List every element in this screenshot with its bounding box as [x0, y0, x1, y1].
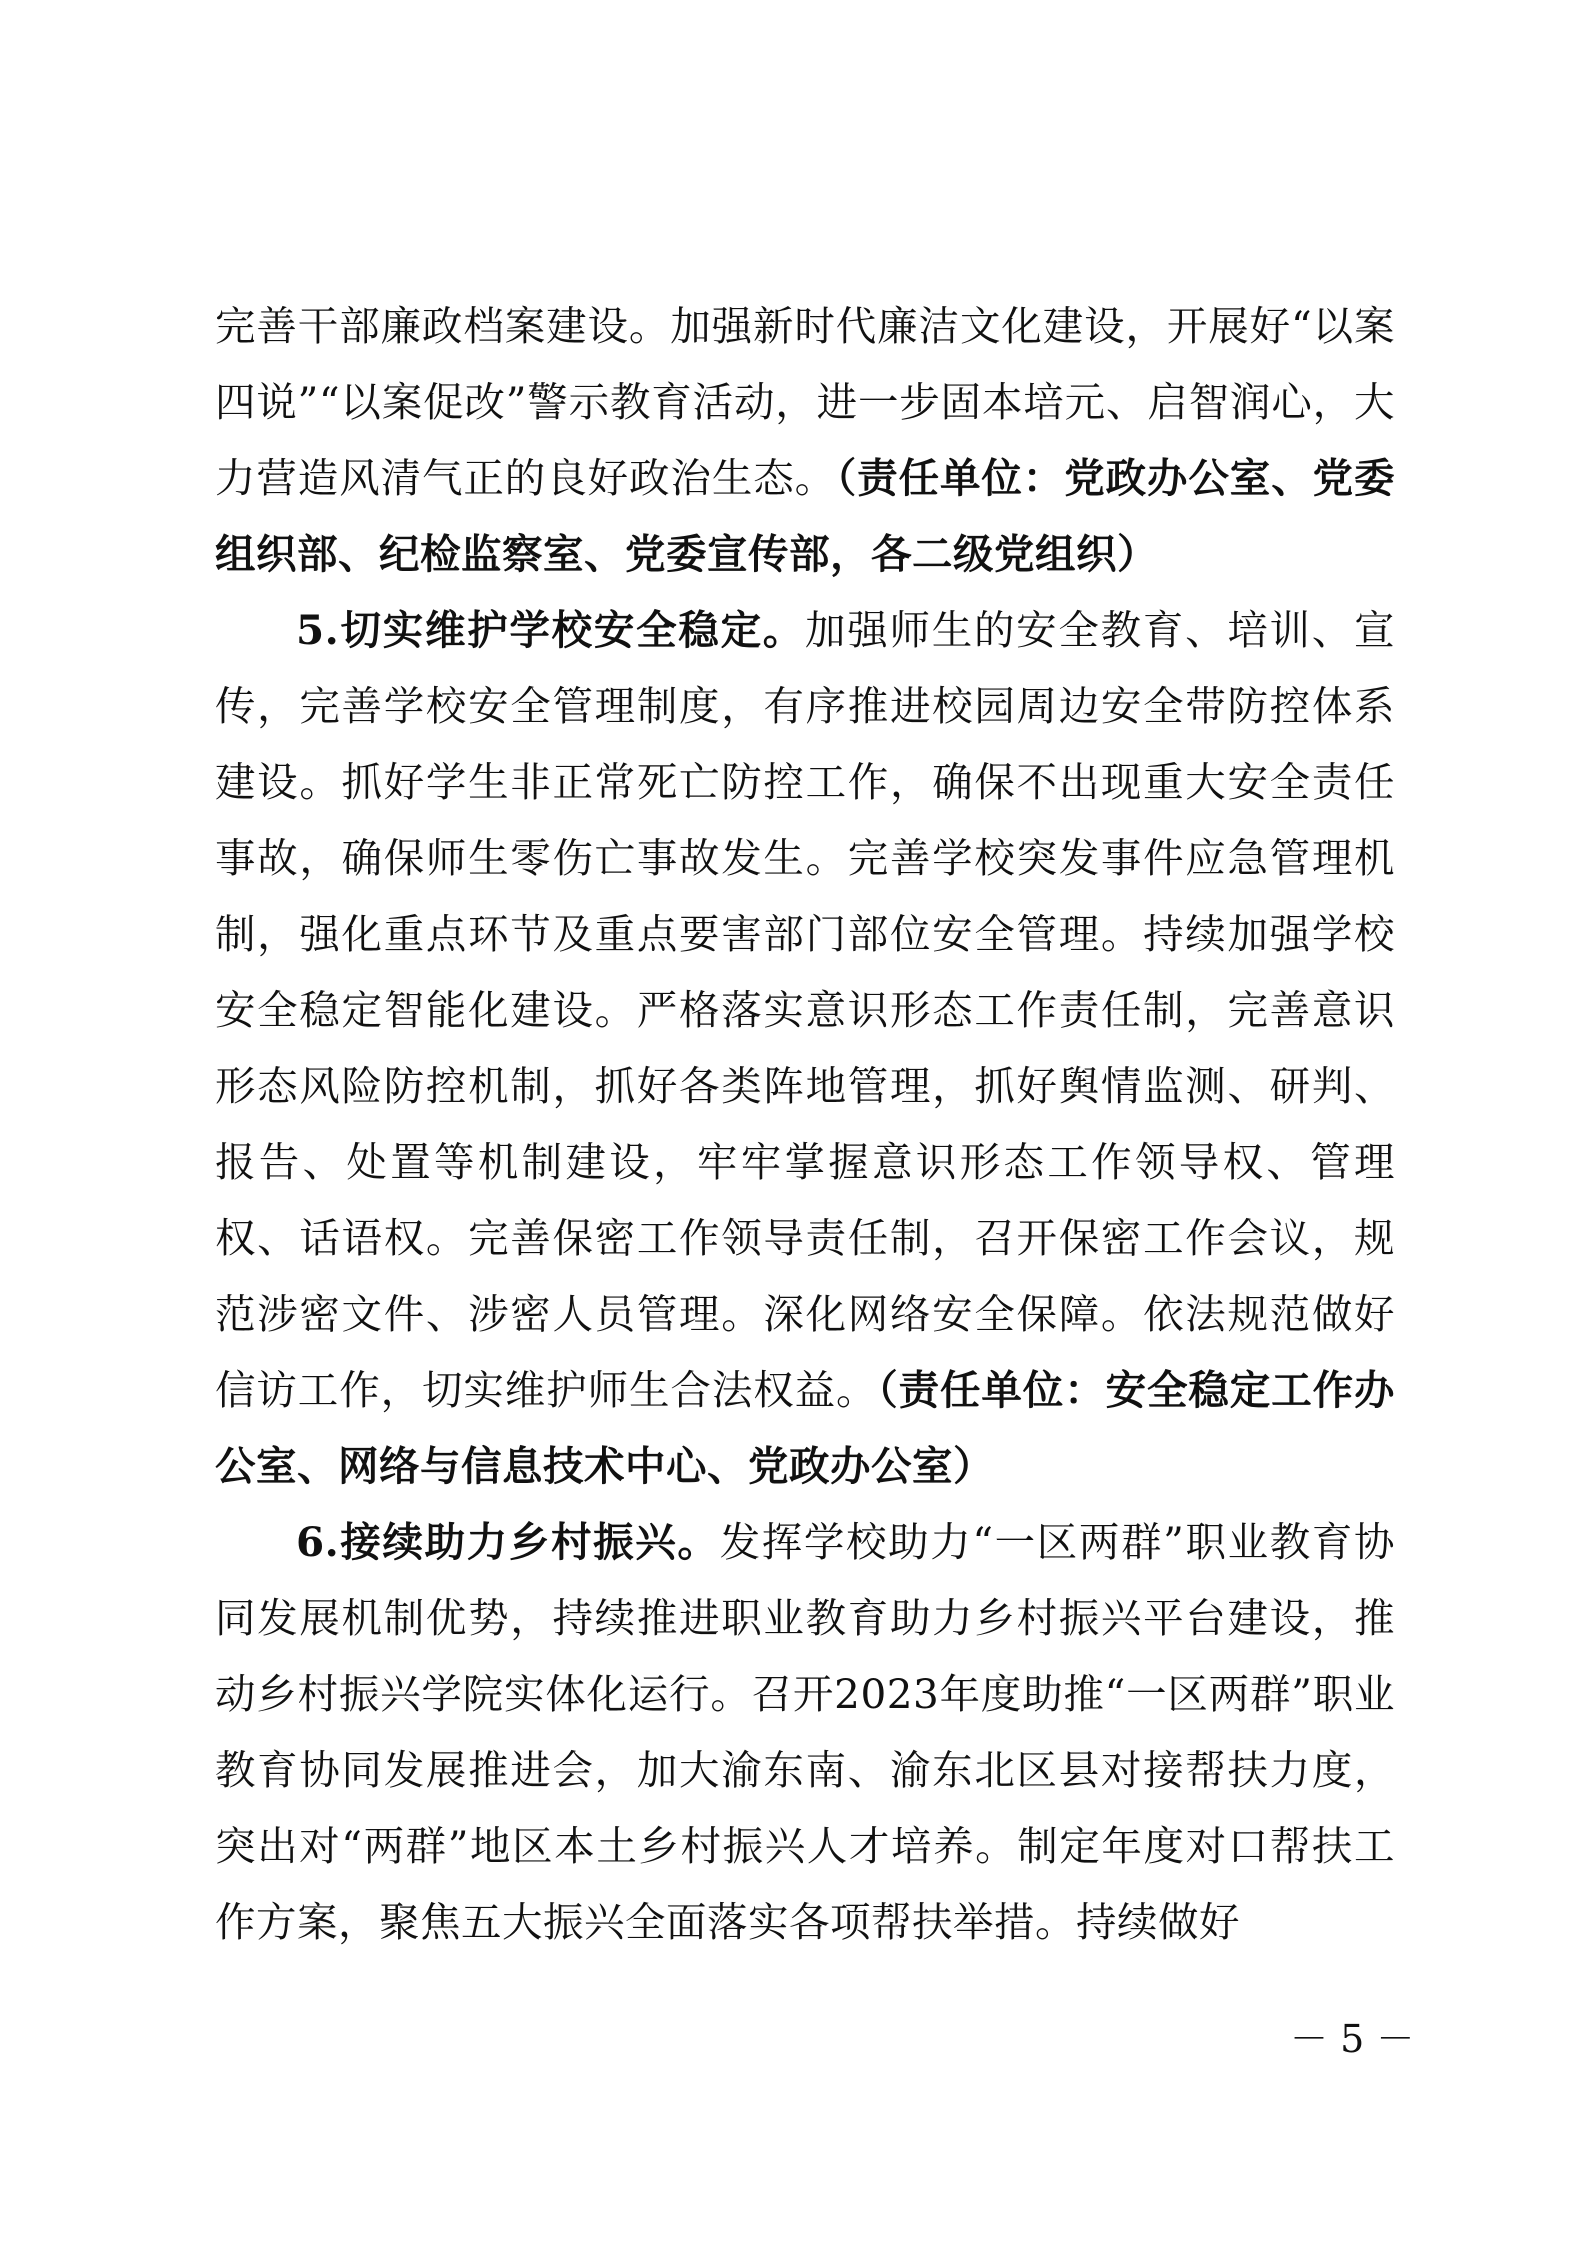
section-heading: 6.接续助力乡村振兴。	[296, 1518, 720, 1566]
paragraph-body: 发挥学校助力“一区两群”职业教育协同发展机制优势，持续推进职业教育助力乡村振兴平台建设，推动乡村振兴学院实体化运行。召开2023年度助推“一区两群”职业教育协同发展推进会，加大渝东南、渝东北区县对接帮扶力度，突出对“两群”地区本土乡村振兴人才培养。制定年度对口帮扶工作方案，聚焦五大振兴全面落实各项帮扶举措。持续做好	[215, 1518, 1395, 1946]
paragraph-rural-revitalization	[215, 1504, 1395, 1960]
paragraph-continued	[215, 288, 1395, 592]
paragraph-body: 完善干部廉政档案建设。加强新时代廉洁文化建设，开展好“以案四说”“以案促改”警示教育活动，进一步固本培元、启智润心，大力营造风清气正的良好政治生态。	[215, 302, 1395, 502]
responsibility-note: （责任单位：党政办公室、党委组织部、纪检监察室、党委宣传部，各二级党组织）	[215, 454, 1396, 578]
document-body	[215, 288, 1395, 1960]
page-number: － 5 －	[1290, 2017, 1415, 2061]
responsibility-note: （责任单位：安全稳定工作办公室、网络与信息技术中心、党政办公室）	[215, 1366, 1396, 1490]
paragraph-safety-stability	[215, 592, 1395, 1504]
paragraph-body: 加强师生的安全教育、培训、宣传，完善学校安全管理制度，有序推进校园周边安全带防控体系建设。抓好学生非正常死亡防控工作，确保不出现重大安全责任事故，确保师生零伤亡事故发生。完善学校突发事件应急管理机制，强化重点环节及重点要害部门部位安全管理。持续加强学校安全稳定智能化建设。严格落实意识形态工作责任制，完善意识形态风险防控机制，抓好各类阵地管理，抓好舆情监测、研判、报告、处置等机制建设，牢牢掌握意识形态工作领导权、管理权、话语权。完善保密工作领导责任制，召开保密工作会议，规范涉密文件、涉密人员管理。深化网络安全保障。依法规范做好信访工作，切实维护师生合法权益。	[215, 606, 1396, 1414]
section-heading: 5.切实维护学校安全稳定。	[296, 606, 806, 654]
